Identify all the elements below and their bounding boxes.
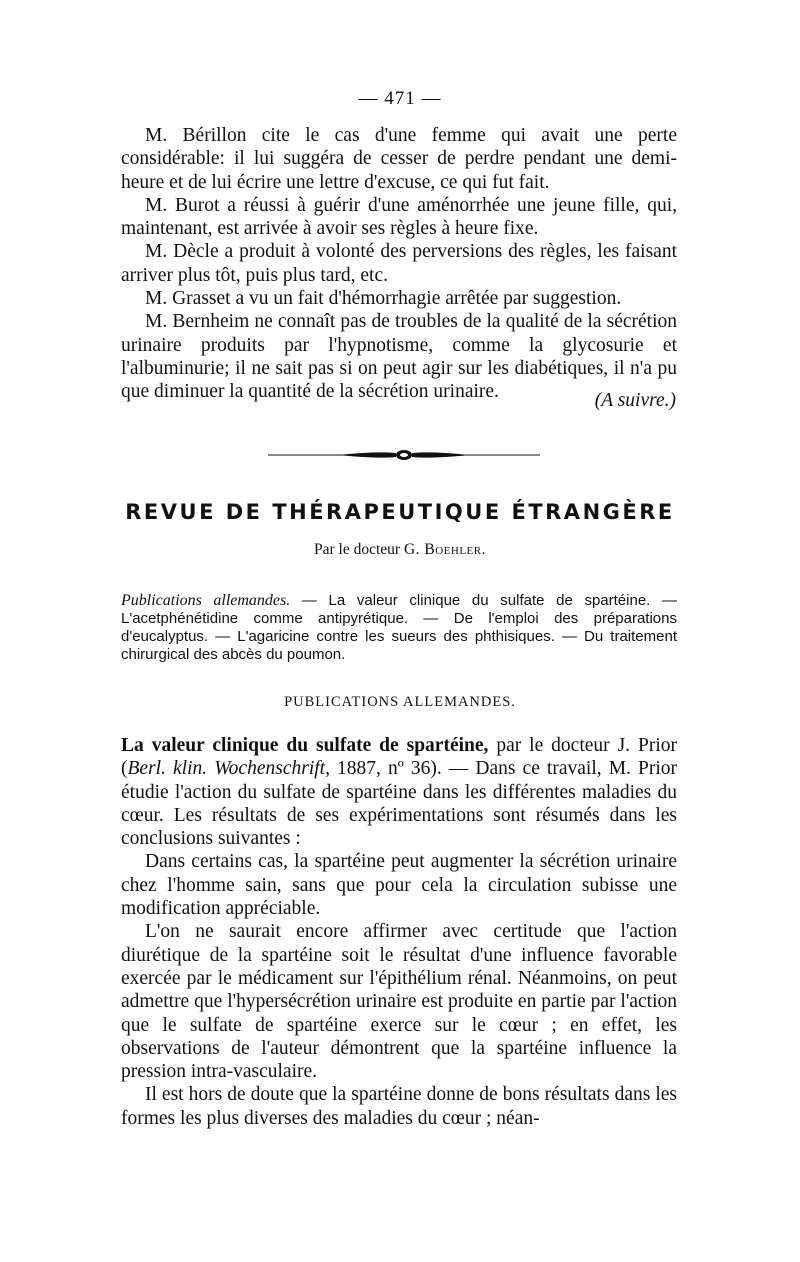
paragraph: L'on ne saurait encore affirmer avec certitude que l'action diurétique de la spartéine soit le résultat d'une influence favorable exercée par le médicament sur l'épithélium rénal. Néanmoins, on peut admettre que l'hypersécrétion urinaire est produite en partie par l'action que le sulfate de spartéine exerce sur le cœur ; en effet, les observations de l'auteur démontrent que la spartéine influence la pression intra-vasculaire. <box>121 921 677 1083</box>
paragraph: M. Burot a réussi à guérir d'une aménorrhée une jeune fille, qui, maintenant, est arrivée à avoir ses règles à heure fixe. <box>121 194 677 240</box>
ornamental-divider-icon <box>268 448 540 462</box>
summary-text: — La valeur clinique du sulfate de spartéine. — L'acetphénétidine comme antipyrétique. — De l'emploi des préparations d'eucalyptus. — L'agaricine contre les sueurs des phthisiques. — Du traitement chirurgical des abcès du poumon. <box>121 592 677 663</box>
contents-summary <box>121 592 677 664</box>
to-be-continued-text: (A suivre.) <box>594 390 676 411</box>
article-body <box>121 734 677 1130</box>
paragraph: Dans certains cas, la spartéine peut augmenter la sécrétion urinaire chez l'homme sain, sans que pour cela la circulation subisse une modification appréciable. <box>121 851 677 920</box>
to-be-continued <box>595 390 676 412</box>
summary-lead: Publications allemandes. <box>121 592 291 609</box>
article-lead-paragraph <box>121 734 677 850</box>
paragraph: Il est hors de doute que la spartéine donne de bons résultats dans les formes les plus diverses des maladies du cœur ; néan- <box>121 1084 677 1129</box>
citation-journal: Berl. klin. Wochenschrift, <box>127 758 330 780</box>
article-after-title: par le docteur J. Prior ( <box>121 735 677 780</box>
intro-text-block <box>121 124 677 404</box>
page-number: — 471 — <box>358 88 442 109</box>
article-title: La valeur clinique du sulfate de spartéine, <box>121 735 489 756</box>
section-title: REVUE DE THÉRAPEUTIQUE ÉTRANGÈRE <box>125 500 675 524</box>
paragraph: M. Bérillon cite le cas d'une femme qui avait une perte considérable: il lui suggéra de cesser de perdre pendant une demi-heure et de lui écrire une lettre d'excuse, ce qui fut fait. <box>121 125 677 193</box>
paragraph: M. Dècle a produit à volonté des perversions des règles, les faisant arriver plus tôt, puis plus tard, etc. <box>121 241 677 286</box>
byline <box>0 541 800 559</box>
byline-prefix: Par le docteur <box>314 541 401 558</box>
paragraph: M. Grasset a vu un fait d'hémorrhagie arrêtée par suggestion. <box>145 288 622 310</box>
byline-author: G. Boehler. <box>403 541 486 558</box>
paragraph: M. Bernheim ne connaît pas de troubles de la qualité de la sécrétion urinaire produits par l'hypnotisme, comme la glycosurie et l'albuminurie; il ne sait pas si on peut agir sur les diabétiques, il n'a pu que diminuer la quantité de la sécrétion urinaire. <box>121 311 677 403</box>
subheading: PUBLICATIONS ALLEMANDES. <box>284 694 516 710</box>
citation-rest: 1887, nº 36). — Dans ce travail, M. Prior étudie l'action du sulfate de spartéine dans les différentes maladies du cœur. Les résultats de ses expérimentations sont résumés dans les conclusions suivantes : <box>121 758 677 850</box>
